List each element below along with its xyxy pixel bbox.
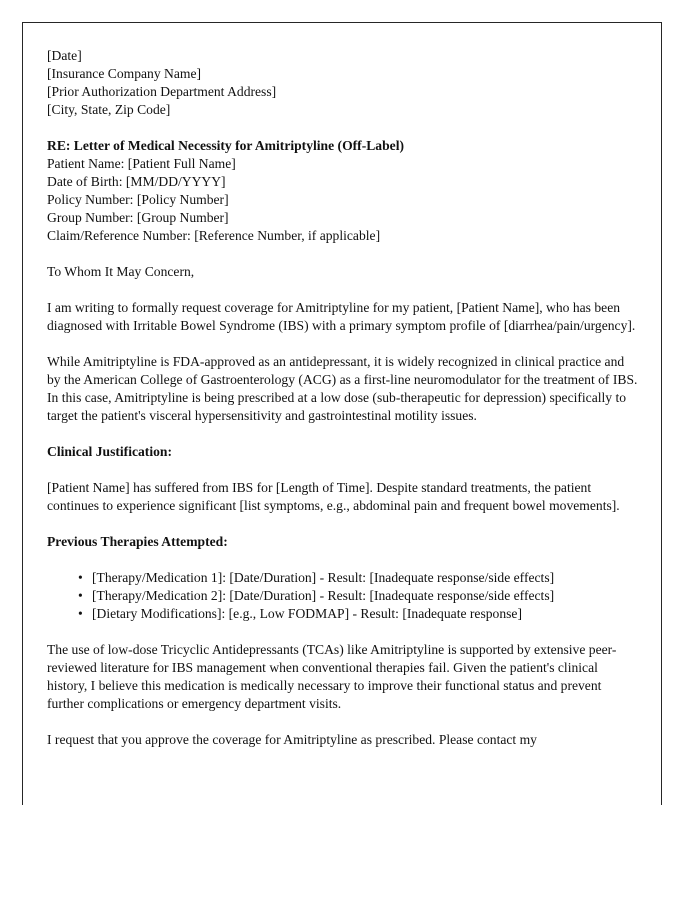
recipient-address-block [47,47,641,119]
address-line-department: [Prior Authorization Department Address] [47,84,277,99]
list-item: • [Dietary Modifications]: [e.g., Low FODMAP] - Result: [Inadequate response] [92,605,641,623]
paragraph-offlabel-rationale: While Amitriptyline is FDA-approved as an antidepressant, it is widely recognized in clinical practice and by the American College of Gastroenterology (ACG) as a first-line neuromodulator for the treatment of IBS. In this case, Amitriptyline is being prescribed at a low dose (sub-therapeutic for depression) specifically to target the patient's visceral hypersensitivity and gastrointestinal motility issues. [47,354,638,423]
list-item: • [Therapy/Medication 1]: [Date/Duration] - Result: [Inadequate response/side effects] [92,569,641,587]
meta-patient-name: Patient Name: [Patient Full Name] [47,156,236,171]
paragraph-literature-support: The use of low-dose Tricyclic Antidepressants (TCAs) like Amitriptyline is supported by extensive peer-reviewed literature for IBS management when conventional therapies fail. Given the patient's clinical history, I believe this medication is medically necessary to improve their functional status and prevent further complications or emergency department visits. [47,642,617,711]
paragraph-closing-request: I request that you approve the coverage for Amitriptyline as prescribed. Please contact my [47,732,537,747]
list-item: • [Therapy/Medication 2]: [Date/Duration] - Result: [Inadequate response/side effects] [92,587,641,605]
previous-therapies-list [47,569,641,623]
document-page [22,22,662,805]
subject-line: RE: Letter of Medical Necessity for Amitriptyline (Off-Label) [47,138,404,153]
subject-and-patient-meta-block [47,137,641,245]
letter-body [47,47,641,749]
address-line-city-state-zip: [City, State, Zip Code] [47,102,171,117]
address-line-date: [Date] [47,48,82,63]
heading-previous-therapies: Previous Therapies Attempted: [47,534,228,549]
meta-claim-reference-number: Claim/Reference Number: [Reference Number, if applicable] [47,228,381,243]
paragraph-coverage-request: I am writing to formally request coverage for Amitriptyline for my patient, [Patient Name], who has been diagnosed with Irritable Bowel Syndrome (IBS) with a primary symptom profile of [diarrhea/pain/urgency]. [47,300,636,333]
meta-policy-number: Policy Number: [Policy Number] [47,192,229,207]
paragraph-patient-history: [Patient Name] has suffered from IBS for [Length of Time]. Despite standard treatments, the patient continues to experience significant [list symptoms, e.g., abdominal pain and frequent bowel movements]. [47,480,620,513]
meta-date-of-birth: Date of Birth: [MM/DD/YYYY] [47,174,226,189]
address-line-company: [Insurance Company Name] [47,66,202,81]
meta-group-number: Group Number: [Group Number] [47,210,229,225]
heading-clinical-justification: Clinical Justification: [47,444,172,459]
salutation: To Whom It May Concern, [47,264,195,279]
